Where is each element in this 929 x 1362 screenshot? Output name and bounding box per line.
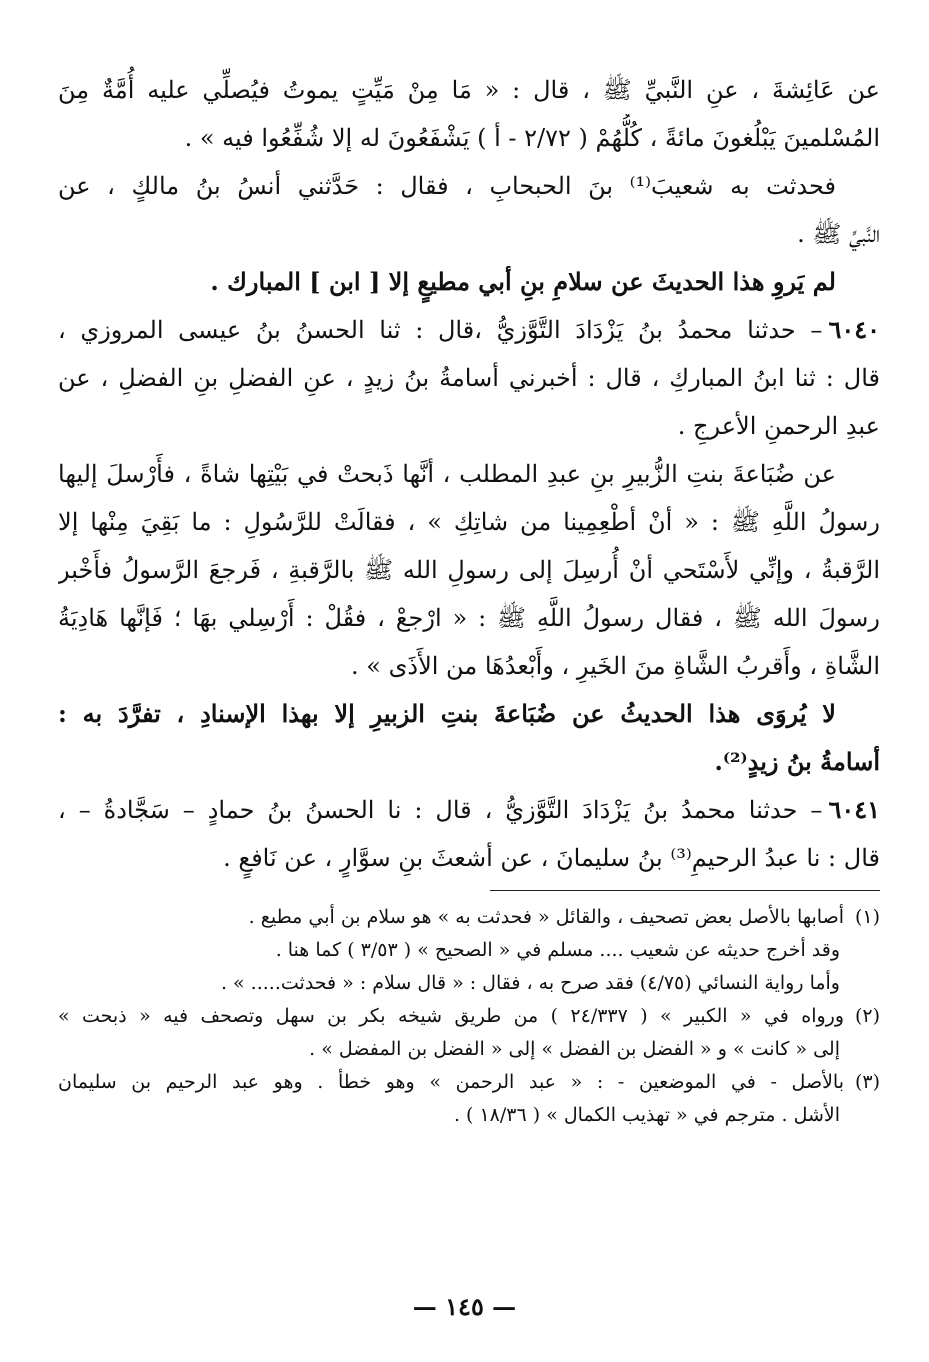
text-line: عن ضُبَاعةَ بنتِ الزُّبيرِ بنِ عبدِ المطلب ، أنَّها ذَبحتْ في بَيْتِها شاةً ، فأَرْسلَ إليها <box>58 460 837 488</box>
text-line: رسولُ اللَّهِ ﷺ : « أنْ أطْعِمِينا من شاتِكِ » ، فقالَتْ للرَّسُولِ : ما بَقِيَ مِنْها إلا <box>58 508 880 536</box>
text-line: لا يُروَى هذا الحديثُ عن ضُبَاعةَ بنتِ الزبيرِ إلا بهذا الإسنادِ ، تفرَّدَ به : <box>58 699 836 728</box>
hadith-heading <box>58 786 880 834</box>
footnote-1 <box>58 901 880 934</box>
text-line: قال : نا عبدُ الرحيمِ⁽³⁾ بنُ سليمانَ ، عن أشعثَ بنِ سوَّارٍ ، عن نَافعٍ . <box>223 844 880 872</box>
text-line: الشَّاةِ ، وأَقربُ الشَّاةِ منَ الخَيرِ ، وأَبْعدُهَا من الأَذَى » . <box>351 652 880 680</box>
text-line: عبدِ الرحمنِ الأعرجِ . <box>677 412 880 440</box>
text-line: قال : ثنا ابنُ المباركِ ، قال : أخبرني أسامةُ بنُ زيدٍ ، عنِ الفضلِ بنِ الفضلِ ، عن <box>58 364 880 392</box>
footnote-3 <box>58 1066 880 1099</box>
footnote-text: الأشل . مترجم في « تهذيب الكمال » ( ١٨/٣٦ ) . <box>453 1104 840 1126</box>
text-line: أسامةُ بنُ زيدٍ⁽²⁾. <box>714 747 880 776</box>
footnote-text: وأما رواية النسائي (٤/٧٥) فقد صرح به ، فقال : « قال سلام : « فحدثت..... » . <box>220 972 840 994</box>
text-line: – حدثنا محمدُ بنُ يَزْدَادَ التَّوَّزيُّ ، قال : نا الحسنُ بنُ حمادٍ – سَجَّادةُ – ، <box>58 796 823 824</box>
page-body <box>58 66 880 1132</box>
footnote-marker: (١) <box>854 906 880 928</box>
text-line: عن عَائِشةَ ، عنِ النَّبيِّ ﷺ ، قال : « مَا مِنْ مَيِّتٍ يموتُ فيُصلِّي عليه أُمَّةٌ مِنَ <box>58 76 880 104</box>
footnote-text: أصابها بالأصل بعض تصحيف ، والقائل « فحدثت به » هو سلام بن أبي مطيع . <box>248 906 844 928</box>
text-line: المُسْلمينَ يَبْلُغونَ مائةً ، كُلُّهُمْ ( ٢/٧٢ - أ ) يَشْفَعُونَ له إلا شُفِّعُوا فيه » . <box>184 124 880 152</box>
text-line: النَّبيِّ ﷺ . <box>797 220 880 248</box>
footnote-divider <box>490 890 880 891</box>
page-number: — ١٤٥ — <box>412 1292 517 1321</box>
footnote-text: إلى « كانت » و « الفضل بن الفضل » إلى « الفضل بن المفضل » . <box>309 1038 840 1060</box>
footnote-marker: (٣) <box>854 1071 880 1093</box>
hadith-6040 <box>58 306 880 690</box>
footnote-text: وقد أخرج حديثه عن شعيب .... مسلم في « الصحيح » ( ٣/٥٣ ) كما هنا . <box>275 939 840 961</box>
hadith-heading <box>58 306 880 354</box>
text-line: الرَّقبةُ ، وإنِّي لأَسْتَحي أنْ أُرسِلَ إلى رسولِ الله ﷺ بالرَّقبةِ ، فَرجعَ الرَّسولُ فأَخْبر <box>58 556 880 584</box>
footnotes <box>58 901 880 1132</box>
text-line: – حدثنا محمدُ بنُ يَزْدَادَ التَّوَّزيُّ ،قال : ثنا الحسنُ بنُ عيسى المروزي ، <box>58 316 823 344</box>
footnote-2 <box>58 1000 880 1033</box>
hadith-6039-continuation <box>58 66 880 258</box>
text-line: رسولَ الله ﷺ ، فقال رسولُ اللَّهِ ﷺ : « ارْجعْ ، فقُلْ : أَرْسِلي بهَا ؛ فَإنَّها هَادِيَةُ <box>58 604 880 632</box>
hadith-number: ٦٠٤٠ <box>828 315 880 344</box>
footnote-marker: (٢) <box>854 1005 880 1027</box>
footnote-text: ورواه في « الكبير » ( ٢٤/٣٣٧ ) من طريق شيخه بكر بن سهل وتصحف فيه « ذبحت » <box>58 1005 845 1027</box>
note-6039: لم يَروِ هذا الحديثَ عن سلامِ بنِ أبي مطيعٍ إلا [ ابن ] المبارك . <box>210 267 836 296</box>
text-line: فحدثت به شعيبَ⁽¹⁾ بنَ الحبحابِ ، فقال : حَدَّثني أنسُ بنُ مالكٍ ، عن <box>58 172 836 200</box>
footnote-text: بالأصل - في الموضعين - : « عبد الرحمن » وهو خطأ . وهو عبد الرحيم بن سليمان <box>58 1071 844 1093</box>
hadith-6041 <box>58 786 880 882</box>
note-6040 <box>58 690 880 786</box>
hadith-number: ٦٠٤١ <box>828 795 880 824</box>
